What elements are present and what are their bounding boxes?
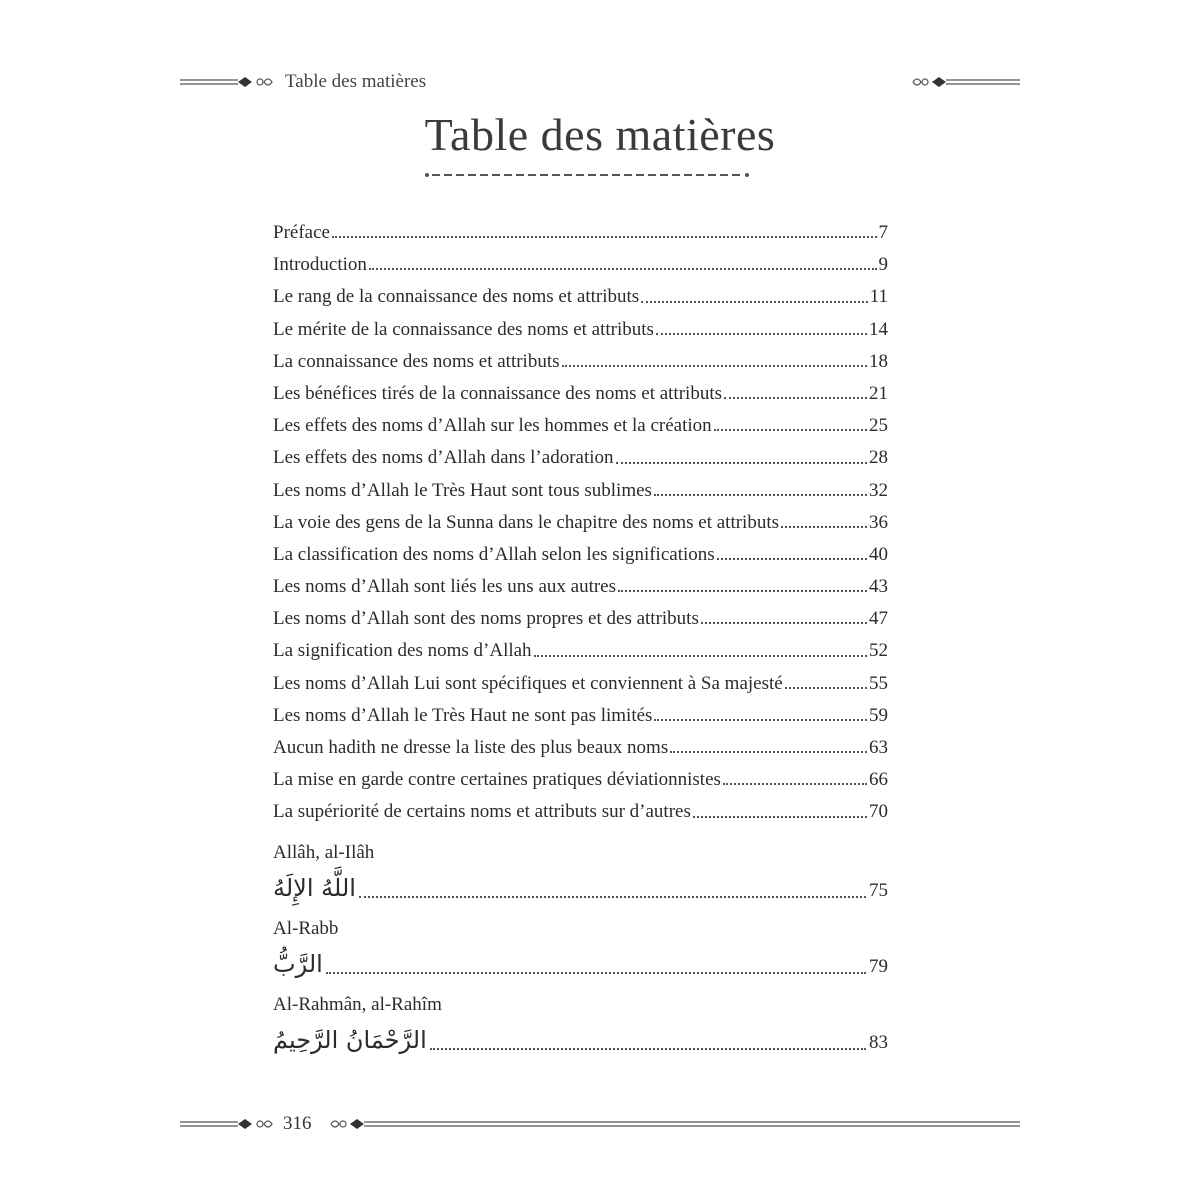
toc-entry[interactable]: Aucun hadith ne dresse la liste des plus beaux noms 63 <box>273 732 888 764</box>
page-ref: 11 <box>869 286 888 308</box>
leader-dots <box>781 526 867 528</box>
page-ref: 55 <box>869 672 888 694</box>
toc-entry[interactable]: Les bénéfices tirés de la connaissance des noms et attributs 21 <box>273 378 888 410</box>
leader-dots <box>326 972 866 974</box>
toc-entry[interactable]: La signification des noms d’Allah 52 <box>273 635 888 667</box>
ornament-right-icon <box>910 72 1020 92</box>
page-ref: 9 <box>878 254 888 276</box>
running-footer <box>180 1112 1020 1136</box>
name-transliteration: Al-Rahmân, al-Rahîm <box>273 994 442 1015</box>
page-ref: 32 <box>869 479 888 501</box>
page-ref: 52 <box>869 640 888 662</box>
page-ref: 18 <box>869 350 888 372</box>
title-divider <box>424 168 750 182</box>
page-ref: 79 <box>869 956 888 977</box>
page-ref: 47 <box>869 608 888 630</box>
toc-entry[interactable]: La connaissance des noms et attributs 18 <box>273 346 888 378</box>
leader-dots <box>562 365 867 367</box>
page-ref: 36 <box>869 511 888 533</box>
leader-dots <box>785 687 867 689</box>
toc-entry[interactable]: Préface 7 <box>273 217 888 249</box>
page-ref: 14 <box>869 318 888 340</box>
leader-dots <box>618 590 867 592</box>
page-ref: 75 <box>869 880 888 901</box>
name-transliteration: Allâh, al-Ilâh <box>273 842 375 863</box>
toc-entry[interactable]: Les noms d’Allah Lui sont spécifiques et conviennent à Sa majesté 55 <box>273 668 888 700</box>
name-entry[interactable] <box>273 992 888 1060</box>
toc-entry[interactable]: La voie des gens de la Sunna dans le chapitre des noms et attributs 36 <box>273 507 888 539</box>
toc-entry[interactable]: Les effets des noms d’Allah dans l’adoration 28 <box>273 442 888 474</box>
leader-dots <box>332 236 877 238</box>
leader-dots <box>723 783 867 785</box>
ornament-left-icon <box>180 72 275 92</box>
toc-entry[interactable]: Les effets des noms d’Allah sur les hommes et la création 25 <box>273 410 888 442</box>
toc-entry[interactable]: La supériorité de certains noms et attributs sur d’autres 70 <box>273 796 888 828</box>
page-ref: 25 <box>869 415 888 437</box>
leader-dots <box>616 462 867 464</box>
toc-entry[interactable]: Les noms d’Allah sont des noms propres et des attributs 47 <box>273 603 888 635</box>
name-entry[interactable] <box>273 840 888 908</box>
page-ref: 63 <box>869 737 888 758</box>
table-of-contents <box>273 217 888 829</box>
page-ref: 28 <box>869 447 888 469</box>
toc-entry[interactable]: La mise en garde contre certaines pratiques déviationnistes 66 <box>273 764 888 796</box>
leader-dots <box>654 494 867 496</box>
leader-dots <box>717 558 867 560</box>
leader-dots <box>670 751 867 753</box>
page-ref: 66 <box>869 769 888 791</box>
running-header <box>180 70 1020 94</box>
name-arabic: الرَّحْمَانُ الرَّحِيمُ <box>273 1026 427 1054</box>
page-title: Table des matières <box>424 109 776 160</box>
leader-dots <box>656 333 867 335</box>
leader-dots <box>693 816 867 818</box>
leader-dots <box>701 622 867 624</box>
toc-entry[interactable]: La classification des noms d’Allah selon les significations 40 <box>273 539 888 571</box>
name-arabic: اللَّهُ الإِلَهُ <box>273 874 356 902</box>
page-ref: 7 <box>878 222 888 243</box>
name-entry[interactable] <box>273 916 888 984</box>
leader-dots <box>534 655 867 657</box>
leader-dots <box>369 268 877 270</box>
leader-dots <box>654 719 867 721</box>
page-ref: 21 <box>869 382 888 404</box>
page-ref: 59 <box>869 704 888 726</box>
page-ref: 70 <box>869 801 888 823</box>
leader-dots <box>430 1048 866 1050</box>
toc-entry[interactable]: Introduction 9 <box>273 249 888 281</box>
page-number: 316 <box>283 1113 312 1134</box>
page-ref: 43 <box>869 576 888 598</box>
toc-entry[interactable]: Les noms d’Allah le Très Haut sont tous sublimes 32 <box>273 475 888 507</box>
leader-dots <box>359 896 866 898</box>
toc-entry[interactable]: Les noms d’Allah le Très Haut ne sont pas limités 59 <box>273 700 888 732</box>
leader-dots <box>724 397 867 399</box>
leader-dots <box>641 301 868 303</box>
leader-dots <box>714 429 867 431</box>
name-arabic: الرَّبُّ <box>273 950 323 978</box>
running-title: Table des matières <box>285 71 427 92</box>
toc-entry[interactable]: Le rang de la connaissance des noms et attributs 11 <box>273 281 888 313</box>
page-ref: 40 <box>869 543 888 565</box>
ornament-right-icon <box>328 1114 1020 1134</box>
page-ref: 83 <box>869 1032 888 1053</box>
ornament-left-icon <box>180 1114 275 1134</box>
name-transliteration: Al-Rabb <box>273 918 339 939</box>
divine-names-list <box>273 840 888 1068</box>
toc-entry[interactable]: Les noms d’Allah sont liés les uns aux autres 43 <box>273 571 888 603</box>
toc-entry[interactable]: Le mérite de la connaissance des noms et attributs 14 <box>273 314 888 346</box>
